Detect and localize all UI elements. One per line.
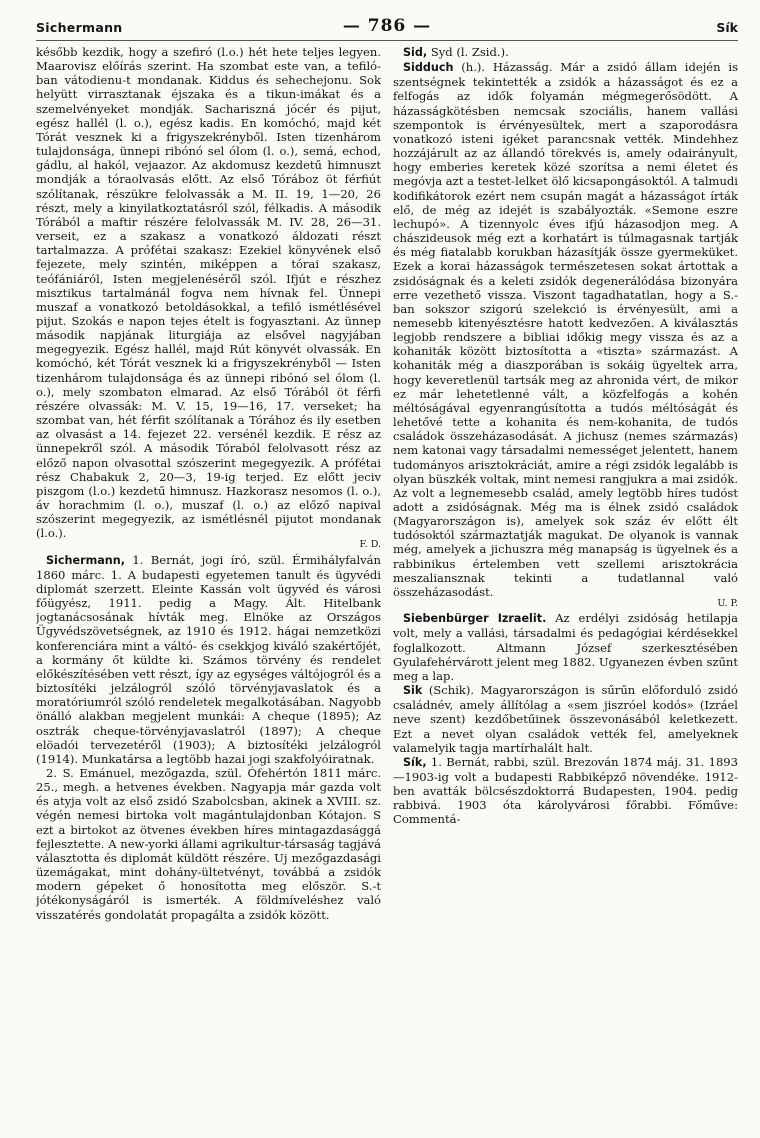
entry-headword: Siebenbürger Izraelit. (403, 612, 547, 626)
entry-headword: Sík, (403, 755, 427, 769)
entry-sik (393, 683, 738, 755)
entry-sichermann (36, 553, 381, 766)
entry-headword: Sichermann, (46, 553, 125, 567)
entry-headword: Sik (403, 684, 423, 698)
entry-continuation (36, 45, 381, 553)
entry-text: 1. Bernát, rabbi, szül. Brezován 1874 máj. 31. 1893—1903-ig volt a budapesti Rabbiképző növendéke. 1912-ben avatták bölcsészdoktorrá Budapesten, 1904. pedig rabbivá. 1903 óta károlyvárosi főrabbi. Főműve: Commentá- (393, 754, 738, 827)
entry-text: (Schik). Magyarországon is sűrűn előforduló zsidó családnév, amely állítólag a «sem jiszróel kodós» (Izráel neve szent) kezdőbetűinek összevonásából keletkezett. Ezt a nevet olyan családok vették fel, amelyeknek valamelyik tagja martírhalált halt. (393, 683, 738, 755)
text-columns (36, 45, 738, 1130)
author-signature: U. P. (717, 598, 738, 610)
running-head-right: Sík (716, 20, 738, 35)
entry-text: 1. Bernát, jogi író, szül. Érmihályfalván 1860 márc. 1. A budapesti egyetemen tanult és ügyvédi diplomát szerzett. Eleinte Kassán volt ügyvéd és városi főügyész, 1911. pedig a Magy. Ált. Hitelbank jogtanácsosának hívták meg. Elnöke az Országos Ügyvédszövetségnek, az 1910 és 1912. hágai nemzetközi konferenciára mint a váltó- és csekkjog kiváló szakértőjét, a kormány őt küldte ki. Számos törvény és rendelet előkészítésében vett részt, így az egységes váltójogról és a biztosítéki jelzálogról szóló törvényjavaslatok és a moratóriumról szóló rendeletek megalkotásában. Nagyobb önálló alakban megjelent munkái: A cheque (1895); Az osztrák cheque-törvényjavaslatról (1897); A cheque elöadói tervezetéről (1903); A biztosítéki jelzálogról (1914). Munkatársa a legtöbb hazai jogi szakfolyóiratnak. (36, 552, 381, 766)
entry-sidduch (393, 60, 738, 611)
entry-siebenburger (393, 611, 738, 683)
entry-sichermann-2 (36, 766, 381, 922)
entry-sik-1 (393, 755, 738, 827)
entry-text: 2. S. Emánuel, mezőgazda, szül. Ófehértón 1811 márc. 25., megh. a hetvenes években. Nagyapja már gazda volt és atyja volt az első zsidó Szabolcsban, akinek a XVIII. sz. végén nemesi birtoka volt magántulajdonban Kótajon. S ezt a birtokot az ötvenes években híres mintagazdasággá fejlesztette. A new-yorki állami agrikultur-társaság tagjává választotta és diplomát küldött részére. Uj mezőgazdasági üzemágakat, mint dohány-ültetvényt, továbbá a zsidók modern gépeket ő honosította meg először. S.-t jótékonyságáról is ismerték. A földmíveléshez való visszatérés gondolatát propagálta a zsidók között. (36, 765, 381, 922)
page-number: — 786 — (342, 16, 432, 36)
entry-text: Az erdélyi zsidóság hetilapja volt, mely a vallási, társadalmi és pedagógiai kérdésekkel foglalkozott. Altmann József szerkesztésében Gyulafehérvárott jelent meg 1882. Ugyanezen évben szűnt meg a lap. (393, 611, 738, 683)
right-column (393, 45, 738, 1130)
entry-sid (393, 45, 738, 60)
author-signature: F. D. (359, 539, 381, 551)
entry-text: Syd (l. Zsid.). (430, 45, 509, 59)
entry-headword: Sid, (403, 46, 428, 59)
entry-text: később kezdik, hogy a szefiró (l.o.) hét hete teljes legyen. Maarovisz előírás szerint. Ha szombat este van, a tefiló-ban vátodienu-t mondanak. Kiddus és sehechejonu. Sok helyütt virrasztanak éjszaka és a tikun-imákat és a szemelvényeket mondják. Sachariszná jócér és pijut, egész hallél (l. o.), egész kadis. En komóchó, majd két Tórát vesznek ki a frigyszekrényből. Isten tizenhárom tulajdonsága, ünnepi ribónó sel ólom (l. o.), semá, echod, gádlu, al hakól, vejaazor. Az akdomusz kezdetű himnuszt mondják a tóraolvasás előtt. Az első Tóráboz öt férfiút szólítanak, részükre felolvassák a M. II. 19, 1—20, 26 részt, mely a kinyilatkoztatásról szól, félkadis. A második Tórából a maftir részére felolvassák M. IV. 28, 26—31. verseit, ez a szakasz a vonatkozó áldozati részt tartalmazza. A prófétai szakasz: Ezekiel könyvének első fejezete, mely szintén, miképpen a tórai szakasz, teófániáról, Isten megjelenéséről szól. Ifjút e részhez misztikus tartalmánál fogva nem hívnak fel. Ünnepi muszaf a vonatkozó betoldásokkal, a tefiló ismétlésével pijut. Szokás e napon tejes ételt is fogyasztani. Az ünnep második napjának liturgiája az elsővel nagyjában megegyezik. Egész hallél, majd Rút könyvét olvassák. En komóchó, két Tórát vesznek ki a frigyszekrényből — Isten tizenhárom tulajdonsága és az ünnepi ribónó sel ólom (l. o.), mely szombaton elmarad. Az első Tórából öt férfi részére olvassák: M. V. 15, 19—16, 17. verseket; ha szombat van, hét férfit szólítanak a Tórához és ily esetben az olvasást a 14. fejezet 22. versénél kezdik. E rész az ünnepekről szól. A második Tóraból felolvasott rész az előző napon olvasottal szószerint megegyezik. A prófétai rész Chabakuk 2, 20—3, 19-ig terjed. Ez előtt jeciv piszgom (l.o.) kezdetű himnusz. Hazkorasz nesomos (l. o.), áv horachmim (l. o.), muszaf (l. o.) az előző napival szószerint megegyezik, az ismétlésnél pijutot mondanak (l.o.). (36, 45, 381, 541)
left-column (36, 45, 381, 1130)
entry-headword: Sidduch (403, 61, 454, 75)
page-header (36, 14, 738, 41)
running-head-left: Sichermann (36, 20, 123, 35)
entry-text: (h.). Házasság. Már a zsidó állam idején is szentségnek tekintették a zsidók a házasságot és ez a felfogás az idők folyamán mégmegerősödött. A házasságkötésben nemcsak szociális, hanem vallási szempontok is érvényesültek, mert a szaporodásra vonatkozó isteni igéket parancsnak vették. Mindehhez hozzájárult az az állandó törekvés is, amely odairányult, hogy emberies keretek közé szorítsa a nemi életet és megóvja azt a testet-lelket ölő kicsapongásoktól. A talmudi kodifikátorok ezért nem csupán magát a házasságot írták elő, de még az idejét is szabályozták. «Semone eszre lechupó». A tizennyolc éves ifjú házasodjon meg. A chászideusok még ezt a korhatárt is túlmagasnak tartják és még fiatalabb korukban házasítják össze gyermeküket. Ezek a korai házasságok természetesen sokat ártottak a zsidóságnak és a keleti zsidók degenerálódása bizonyára erre vezethető vissza. Viszont tagadhatatlan, hogy a S.-ban sokszor szigorú szelekció is érvényesült, ami a nemesebb kitenyésztésre hatott kedvezően. A kiválasztás legjobb rendszere a bibliai időkig megy vissza és az a kohaniták között biztosította a «tiszta» származást. A kohaniták még a diaszporában is sokáig ügyeltek arra, hogy keveretlenül tartsák meg az ahronida vért, de mikor ez már lehetetlenné vált, a közfelfogás a kohén méltóságával egyenrangúsította a tudós méltóságát és lehetővé tette a kohanita és nem-kohanita, de tudós családok összeházasodását. A jichusz (nemes származás) nem katonai vagy társadalmi nemességet jelentett, hanem tudományos arisztokráciát, amire a régi zsidók legalább is olyan büszkék voltak, mint nemesi rangjukra a mai zsidók. Az volt a legnemesebb család, amely legtöbb híres tudóst adott a zsidóságnak. Még ma is élnek zsidó családok (Magyarországon is), amelyek sok száz év előtt élt tudósoktól származtatják magukat. De olyanok is vannak még, amelyek a jichuszra még manapság is ügyelnek és a rabbinikus értelemben vett szellemi arisztokrácia meszaliansznak tekinti a tudatlannal való összeházasodást. (393, 60, 738, 599)
